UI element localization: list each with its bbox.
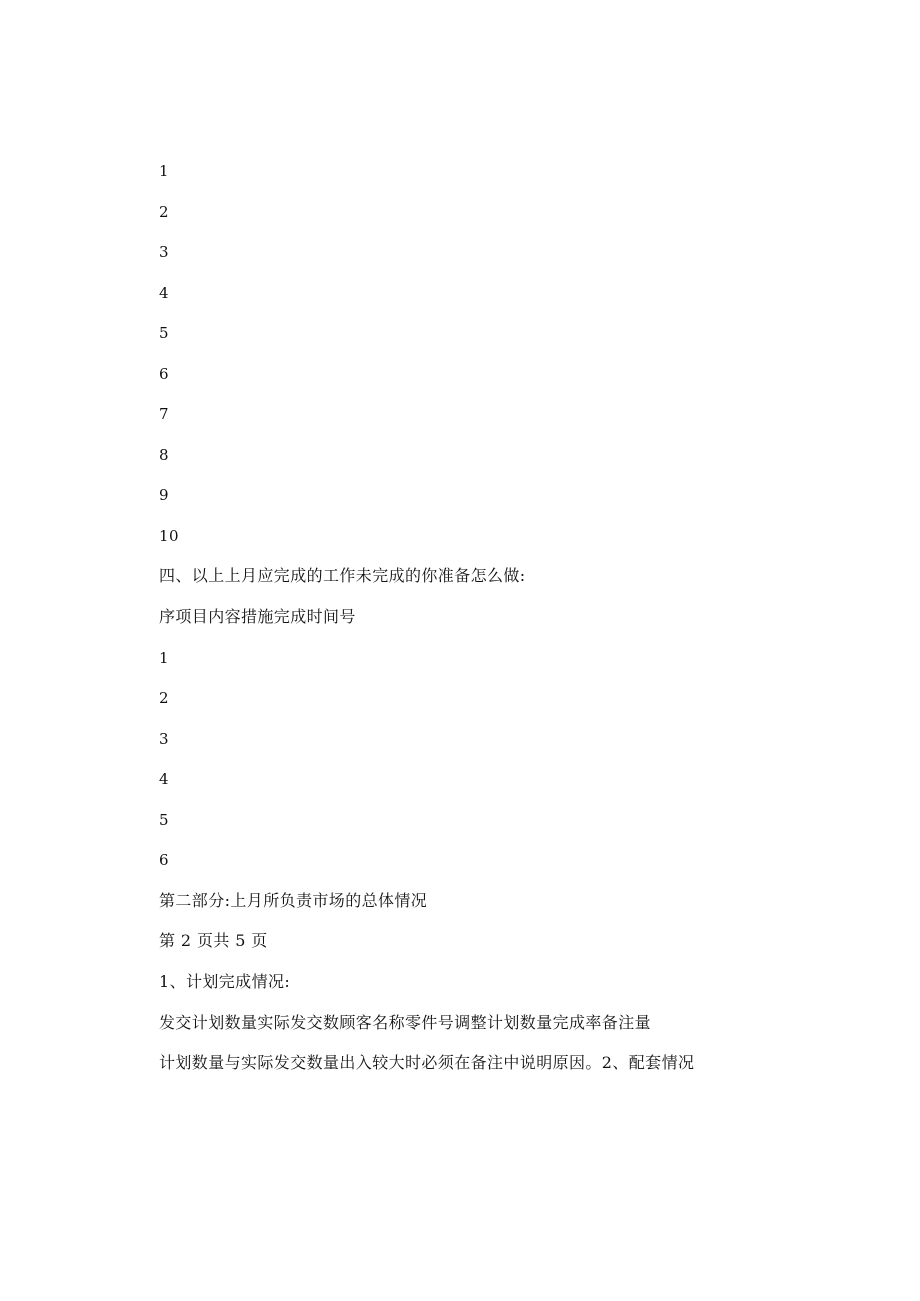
plan-note: 计划数量与实际发交数量出入较大时必须在备注中说明原因。2、配套情况 <box>159 1053 695 1072</box>
table-header: 序项目内容措施完成时间号 <box>159 607 356 626</box>
list-item: 3 <box>159 243 169 261</box>
list-item: 1 <box>159 649 169 667</box>
list-item: 8 <box>159 446 169 464</box>
list-item: 2 <box>159 689 169 707</box>
part-two-heading: 第二部分:上月所负责市场的总体情况 <box>159 891 428 910</box>
list-item: 9 <box>159 486 169 504</box>
plan-columns: 发交计划数量实际发交数顾客名称零件号调整计划数量完成率备注量 <box>159 1013 652 1032</box>
list-item: 2 <box>159 203 169 221</box>
list-item: 4 <box>159 284 169 302</box>
list-item: 7 <box>159 405 169 423</box>
list-item: 5 <box>159 324 169 342</box>
list-item: 6 <box>159 365 169 383</box>
list-item: 1 <box>159 162 169 180</box>
section-four-heading: 四、以上上月应完成的工作未完成的你准备怎么做: <box>159 566 526 585</box>
list-item: 10 <box>159 527 179 545</box>
list-item: 5 <box>159 811 169 829</box>
plan-heading: 1、计划完成情况: <box>159 972 291 991</box>
page-indicator: 第 2 页共 5 页 <box>159 931 268 950</box>
list-item: 6 <box>159 851 169 869</box>
list-item: 3 <box>159 730 169 748</box>
list-item: 4 <box>159 770 169 788</box>
